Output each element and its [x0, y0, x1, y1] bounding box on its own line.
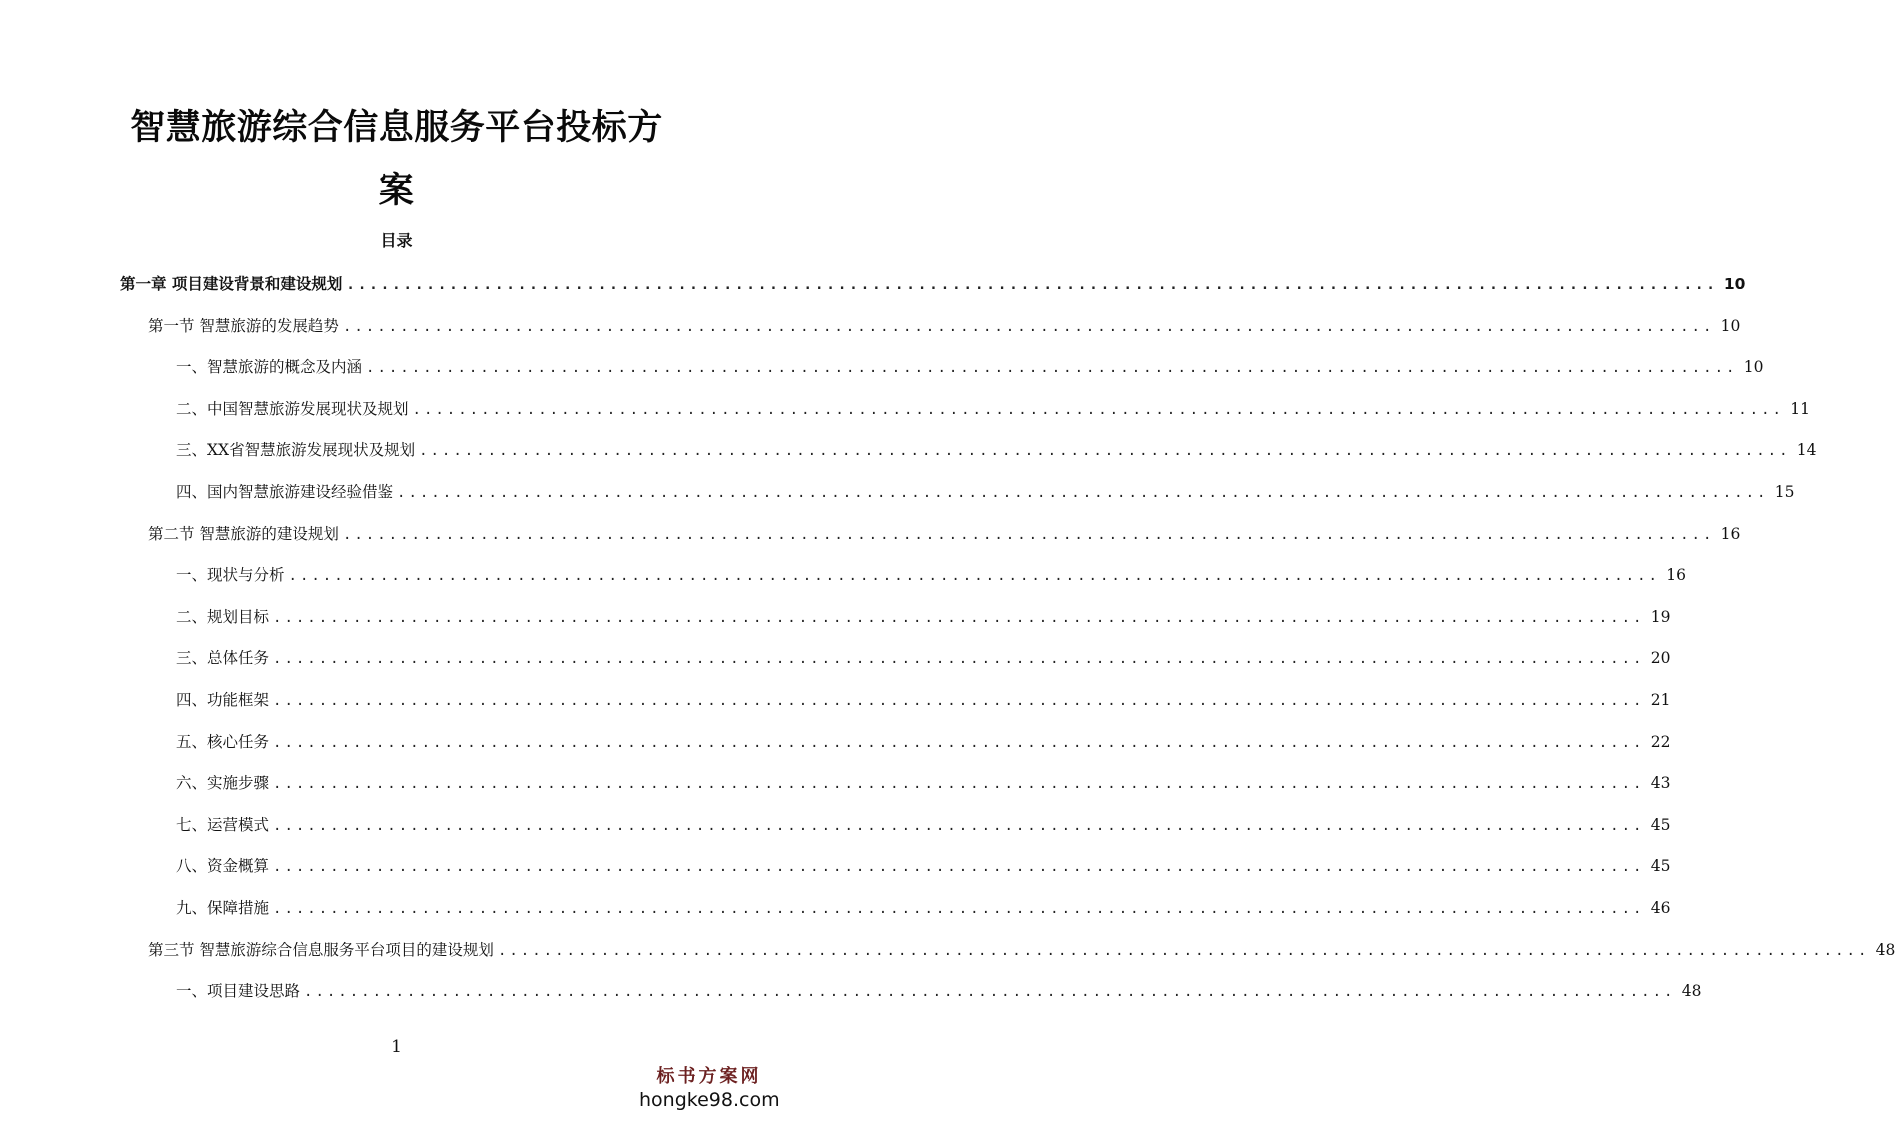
- toc-entry-page[interactable]: 46: [1650, 899, 1671, 917]
- toc-dot-leader: ........................................................................................................................: [273, 693, 1645, 709]
- toc-dot-leader: ........................................................................................................................: [419, 443, 1791, 460]
- toc-entry[interactable]: [176, 478, 1795, 506]
- toc-entry[interactable]: [148, 936, 1895, 964]
- toc-entry[interactable]: [176, 603, 1671, 631]
- toc-entry-title[interactable]: 二、规划目标: [176, 607, 270, 626]
- toc-entry-page[interactable]: 10: [1723, 275, 1746, 293]
- toc-entry-title[interactable]: 八、资金概算: [176, 857, 270, 876]
- toc-entry-title[interactable]: 一、现状与分析: [176, 566, 285, 585]
- toc-entry-page[interactable]: 48: [1681, 982, 1702, 1001]
- toc-dot-leader: ........................................................................................................................: [273, 776, 1645, 793]
- toc-entry-title[interactable]: 第二节 智慧旅游的建设规划: [148, 524, 339, 543]
- toc-entry[interactable]: [176, 728, 1671, 756]
- toc-entry-page[interactable]: 22: [1650, 732, 1671, 751]
- toc-entry-title[interactable]: 七、运营模式: [176, 815, 270, 834]
- toc-entry-page[interactable]: 10: [1743, 358, 1764, 377]
- toc-entry[interactable]: [176, 811, 1671, 839]
- toc-entry-page[interactable]: 11: [1790, 399, 1810, 418]
- toc-dot-leader: ........................................................................................................................: [273, 817, 1645, 834]
- watermark-site-url: hongke98.com: [639, 1089, 780, 1111]
- toc-dot-leader: ........................................................................................................................: [273, 859, 1645, 876]
- toc-dot-leader: ........................................................................................................................: [346, 277, 1718, 293]
- toc-dot-leader: ........................................................................................................................: [273, 734, 1645, 751]
- toc-entry-title[interactable]: 第一节 智慧旅游的发展趋势: [148, 316, 339, 335]
- toc-dot-leader: ........................................................................................................................: [273, 901, 1645, 917]
- document-title-line-1: 智慧旅游综合信息服务平台投标方: [130, 108, 663, 148]
- toc-entry-title[interactable]: 三、XX省智慧旅游发展现状及规划: [176, 441, 416, 460]
- toc-entry-page[interactable]: 16: [1666, 566, 1686, 585]
- toc-entry[interactable]: [176, 561, 1686, 589]
- toc-entry[interactable]: [120, 270, 1746, 298]
- toc-dot-leader: ........................................................................................................................: [497, 942, 1870, 959]
- watermark: [639, 1066, 779, 1112]
- toc-entry-page[interactable]: 45: [1650, 815, 1671, 834]
- toc-entry-title[interactable]: 五、核心任务: [176, 732, 270, 751]
- toc-entry[interactable]: [176, 894, 1671, 922]
- toc-dot-leader: ........................................................................................................................: [397, 485, 1769, 501]
- toc-entry[interactable]: [176, 353, 1764, 381]
- toc-entry[interactable]: [176, 769, 1671, 797]
- toc-entry[interactable]: [176, 852, 1671, 880]
- toc-dot-leader: ........................................................................................................................: [273, 651, 1645, 668]
- document-title-line-2: 案: [378, 171, 415, 211]
- toc-entry-title[interactable]: 第三节 智慧旅游综合信息服务平台项目的建设规划: [148, 940, 494, 959]
- toc-entry[interactable]: [176, 436, 1817, 464]
- toc-entry-page[interactable]: 16: [1720, 524, 1741, 543]
- toc-entry-page[interactable]: 19: [1650, 607, 1671, 626]
- toc-entry[interactable]: [176, 644, 1671, 672]
- toc-entry-page[interactable]: 20: [1650, 649, 1671, 668]
- toc-entry-title[interactable]: 三、总体任务: [176, 649, 270, 668]
- toc-entry-page[interactable]: 48: [1875, 940, 1895, 959]
- toc-dot-leader: ........................................................................................................................: [342, 318, 1715, 335]
- toc-entry[interactable]: [148, 520, 1741, 548]
- toc-entry-title[interactable]: 二、中国智慧旅游发展现状及规划: [176, 399, 409, 418]
- toc-dot-leader: ........................................................................................................................: [288, 568, 1660, 585]
- toc-dot-leader: ........................................................................................................................: [304, 984, 1676, 1001]
- toc-entry-title[interactable]: 九、保障措施: [176, 899, 270, 917]
- toc-entry[interactable]: [176, 395, 1810, 423]
- toc-dot-leader: ........................................................................................................................: [273, 609, 1645, 626]
- watermark-site-name: 标书方案网: [656, 1066, 762, 1087]
- toc-entry-page[interactable]: 10: [1720, 316, 1741, 335]
- toc-entry[interactable]: [176, 977, 1702, 1005]
- toc-entry-page[interactable]: 14: [1796, 441, 1817, 460]
- toc-entry-title[interactable]: 六、实施步骤: [176, 774, 270, 793]
- toc-entry-title[interactable]: 一、项目建设思路: [176, 982, 301, 1001]
- toc-heading: 目录: [380, 231, 413, 250]
- toc-entry-page[interactable]: 45: [1650, 857, 1671, 876]
- toc-entry-page[interactable]: 21: [1650, 691, 1671, 709]
- toc-dot-leader: ........................................................................................................................: [412, 401, 1784, 418]
- toc-entry-title[interactable]: 一、智慧旅游的概念及内涵: [176, 358, 363, 377]
- page-number: 1: [391, 1037, 402, 1057]
- toc-entry[interactable]: [148, 312, 1741, 340]
- toc-entry-title[interactable]: 四、国内智慧旅游建设经验借鉴: [176, 483, 394, 501]
- toc-entry-page[interactable]: 43: [1650, 774, 1671, 793]
- toc-dot-leader: ........................................................................................................................: [342, 526, 1715, 543]
- toc-dot-leader: ........................................................................................................................: [366, 360, 1738, 377]
- toc-entry-title[interactable]: 四、功能框架: [176, 691, 270, 709]
- toc-entry-title[interactable]: 第一章 项目建设背景和建设规划: [120, 275, 343, 293]
- toc-entry[interactable]: [176, 686, 1671, 714]
- toc-entry-page[interactable]: 15: [1774, 483, 1795, 501]
